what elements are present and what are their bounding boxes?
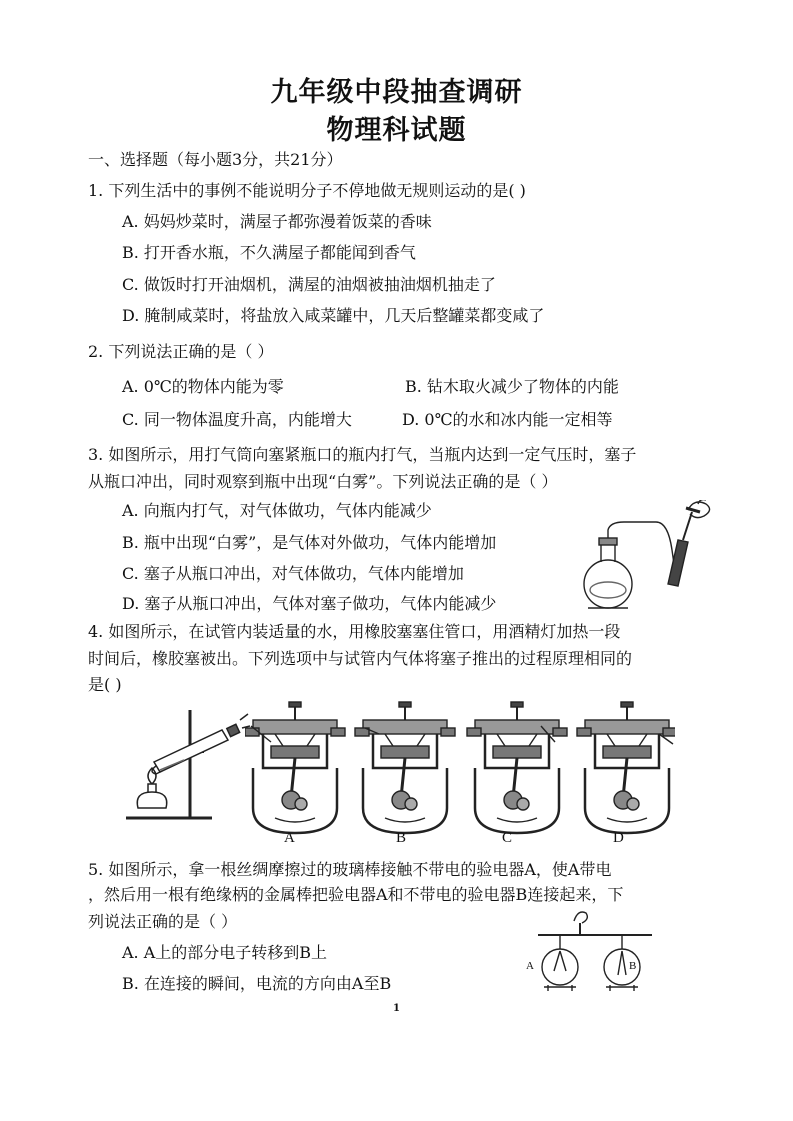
question-4-figure-engine-strokes — [245, 698, 675, 848]
question-2-stem: 2. 下列说法正确的是（ ） — [88, 342, 274, 361]
question-1-option-b: B. 打开香水瓶，不久满屋子都能闻到香气 — [122, 243, 416, 262]
question-5-stem-line-2: ，然后用一根有绝缘柄的金属棒把验电器A和不带电的验电器B连接起来，下 — [88, 885, 624, 904]
question-5-option-b: B. 在连接的瞬间，电流的方向由A至B — [122, 974, 392, 993]
question-4-figure-label-c: C — [502, 830, 513, 846]
question-1-option-a: A. 妈妈炒菜时，满屋子都弥漫着饭菜的香味 — [122, 212, 432, 231]
question-2-option-c: C. 同一物体温度升高，内能增大 — [122, 410, 352, 429]
question-5-figure-label-a: A — [526, 960, 534, 972]
question-3-option-c: C. 塞子从瓶口冲出，对气体做功，气体内能增加 — [122, 564, 464, 583]
question-3-figure-flask-pump — [576, 500, 726, 615]
question-1-stem: 1. 下列生活中的事例不能说明分子不停地做无规则运动的是( ) — [88, 181, 526, 200]
question-4-figure-test-tube-heating — [120, 700, 250, 825]
question-4-figure-label-d: D — [613, 830, 624, 846]
question-5-option-a: A. A上的部分电子转移到B上 — [122, 943, 328, 962]
question-3-option-b: B. 瓶中出现“白雾”，是气体对外做功，气体内能增加 — [122, 533, 497, 552]
question-2-option-b: B. 钻木取火减少了物体的内能 — [405, 377, 619, 396]
question-5-stem-line-3: 列说法正确的是（ ） — [88, 912, 238, 931]
exam-title: 九年级中段抽查调研 — [270, 77, 523, 108]
question-4-figure-label-b: B — [396, 830, 407, 846]
question-1-option-d: D. 腌制咸菜时，将盐放入咸菜罐中，几天后整罐菜都变咸了 — [122, 306, 545, 325]
question-1-option-c: C. 做饭时打开油烟机，满屋的油烟被抽油烟机抽走了 — [122, 275, 496, 294]
question-4-figure-label-a: A — [284, 830, 295, 846]
question-5-figure-electroscopes — [520, 905, 670, 1000]
question-3-stem-line-2: 从瓶口冲出，同时观察到瓶中出现“白雾”。下列说法正确的是（ ） — [88, 472, 558, 491]
question-4-stem-line-2: 时间后，橡胶塞被出。下列选项中与试管内气体将塞子推出的过程原理相同的 — [88, 649, 633, 668]
question-3-option-a: A. 向瓶内打气，对气体做功，气体内能减少 — [122, 501, 432, 520]
question-4-stem-line-1: 4. 如图所示，在试管内装适量的水，用橡胶塞塞住管口，用酒精灯加热一段 — [88, 622, 621, 641]
question-3-option-d: D. 塞子从瓶口冲出，气体对塞子做功，气体内能减少 — [122, 594, 497, 613]
page-number: 1 — [393, 1003, 400, 1014]
question-3-stem-line-1: 3. 如图所示，用打气筒向塞紧瓶口的瓶内打气，当瓶内达到一定气压时，塞子 — [88, 445, 637, 464]
question-2-option-a: A. 0℃的物体内能为零 — [122, 377, 284, 396]
question-5-stem-line-1: 5. 如图所示，拿一根丝绸摩擦过的玻璃棒接触不带电的验电器A，使A带电 — [88, 860, 612, 879]
question-5-figure-label-b: B — [629, 960, 637, 972]
exam-subtitle: 物理科试题 — [326, 115, 467, 146]
section-heading: 一、选择题（每小题3分，共21分） — [88, 150, 343, 169]
question-4-stem-line-3: 是( ) — [88, 675, 122, 694]
question-2-option-d: D. 0℃的水和冰内能一定相等 — [402, 410, 613, 429]
